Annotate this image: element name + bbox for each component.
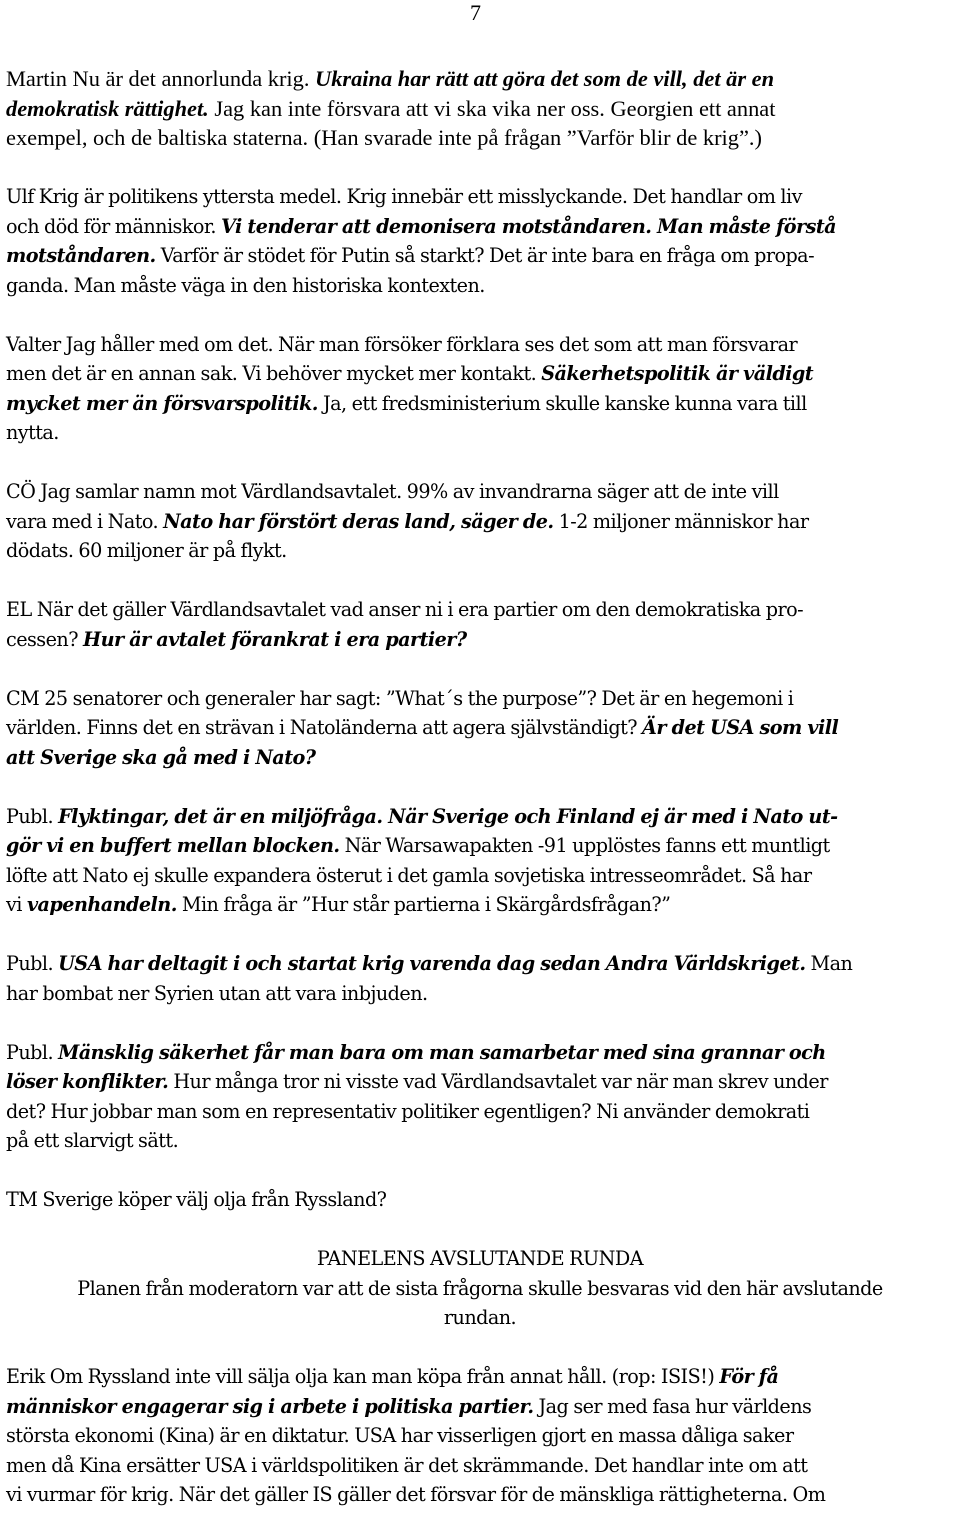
emphasized-text: Vi tenderar att demonisera motståndaren. Man måste förstå [221,214,837,238]
text-line [6,123,954,153]
text-line [6,1126,954,1156]
text-run: Ja, ett fredsministerium skulle kanske kunna vara till [317,391,807,415]
text-run: CÖ Jag samlar namn mot Värdlandsavtalet. 99% av invandrarna säger att de inte vill [6,480,779,503]
emphasized-text: Flyktingar, det är en miljöfråga. När Sverige och Finland ej är med i Nato ut- [58,804,838,828]
text-line [6,861,954,891]
section-heading [6,1244,954,1274]
emphasized-text: Är det USA som vill [642,716,839,739]
text-line [6,359,954,389]
text-line [6,94,954,124]
paragraph-gap [6,448,954,478]
text-line [6,212,954,242]
text-run: på ett slarvigt sätt. [6,1129,179,1152]
text-run: exempel, och de baltiska staterna. (Han svarade inte på frågan ”Varför blir de krig”.) [6,125,762,150]
text-run: Min fråga är ”Hur står partierna i Skärgårdsfrågan?” [176,893,671,916]
text-run: cessen? [6,627,83,651]
text-line [6,713,954,743]
paragraph-gap [6,1008,954,1038]
paragraph-publ3 [6,1038,954,1156]
text-run: Hur många tror ni visste vad Värdlandsavtalet var när man skrev under [168,1070,828,1093]
text-run: Varför är stödet för Putin så starkt? Det är inte bara en fråga om propa- [155,244,814,267]
page-number: 7 [470,0,481,25]
text-run: När Warsawapakten -91 upplöstes fanns ett muntligt [339,834,830,857]
text-run: Jag kan inte försvara att vi ska vika ner oss. Georgien ett annat [208,95,776,121]
paragraph-co [6,477,954,566]
text-run: men det är en annan sak. Vi behöver mycket mer kontakt. [6,362,542,385]
paragraph-publ2 [6,949,954,1008]
paragraph-cm [6,684,954,773]
text-line [6,1451,954,1481]
paragraph-erik [6,1362,954,1510]
text-line [6,330,954,360]
text-run: vara med i Nato. [6,509,164,533]
text-line [6,831,954,861]
text-line [6,1097,954,1127]
text-line [6,1421,954,1451]
text-line [6,1362,954,1392]
text-line [6,1185,954,1215]
emphasized-text: USA har deltagit i och startat krig varenda dag sedan Andra Världskriget. [58,952,806,975]
emphasized-text: Säkerhetspolitik är väldigt [541,362,814,385]
emphasized-text: löser konflikter. [6,1070,169,1093]
text-run: Publ. [6,804,59,828]
text-run: har bombat ner Syrien utan att vara inbjuden. [6,981,428,1005]
text-run: PANELENS AVSLUTANDE RUNDA [316,1247,644,1270]
emphasized-text: mycket mer än försvarspolitik. [6,391,318,415]
text-run: vi [6,893,27,916]
paragraph-martin [6,64,954,153]
text-line [6,389,954,419]
text-run: löfte att Nato ej skulle expandera österut i det gamla sovjetiska intresseområdet. Så har [6,863,812,887]
text-line [6,1067,954,1097]
text-run: Martin Nu är det annorlunda krig. [6,66,316,91]
text-line [6,949,954,979]
text-run: 1-2 miljoner människor har [553,509,809,533]
text-line [6,477,954,507]
text-run: Man [805,952,853,975]
text-line [6,1274,954,1304]
paragraph-ulf [6,182,954,300]
text-line [6,1392,954,1422]
paragraph-gap [6,300,954,330]
paragraph-el [6,595,954,654]
emphasized-text: att Sverige ska gå med i Nato? [6,745,316,769]
paragraph-plan [6,1274,954,1333]
text-line [6,1480,954,1510]
paragraph-gap [6,920,954,950]
text-run: TM Sverige köper välj olja från Ryssland? [6,1188,387,1211]
text-run: Valter Jag håller med om det. När man försöker förklara ses det som att man försvarar [6,332,798,356]
text-line [6,595,954,625]
text-run: Jag ser med fasa hur världens [533,1394,812,1418]
text-line [6,1303,954,1333]
document-page [6,64,954,1510]
emphasized-text: gör vi en buffert mellan blocken. [6,834,340,857]
text-run: CM 25 senatorer och generaler har sagt: ”What´s the purpose”? Det är en hegemoni i [6,686,794,710]
emphasized-text: Hur är avtalet förankrat i era partier? [83,627,467,651]
text-run: största ekonomi (Kina) är en diktatur. USA har visserligen gjort en massa dåliga saker [6,1424,794,1447]
text-line [6,241,954,271]
emphasized-text: människor engagerar sig i arbete i politiska partier. [6,1394,534,1418]
emphasized-text: Nato har förstört deras land, säger de. [163,509,554,533]
text-run: Publ. [6,952,59,975]
emphasized-text: vapenhandeln. [26,893,177,916]
text-run: nytta. [6,421,59,444]
text-run: världen. Finns det en strävan i Natoländerna att agera självständigt? [6,716,643,739]
text-run: rundan. [443,1306,517,1329]
text-run: och död för människor. [6,214,222,238]
text-run: vi vurmar för krig. När det gäller IS gäller det försvar för de mänskliga rättigheterna. Om [6,1483,826,1506]
text-run: EL När det gäller Värdlandsavtalet vad anser ni i era partier om den demokratiska pro- [6,598,804,621]
text-run: ganda. Man måste väga in den historiska kontexten. [6,273,485,297]
emphasized-text: Mänsklig säkerhet får man bara om man samarbetar med sina grannar och [58,1040,826,1064]
text-line [6,64,954,94]
emphasized-text: För få [719,1365,779,1388]
text-run: Planen från moderatorn var att de sista frågorna skulle besvaras vid den här avslutande [77,1276,883,1300]
text-run: Publ. [6,1040,59,1064]
text-run: Erik Om Ryssland inte vill sälja olja kan man köpa från annat håll. (rop: ISIS!) [6,1365,720,1388]
paragraph-publ1 [6,802,954,920]
paragraph-valter [6,330,954,448]
text-line [6,1244,954,1274]
paragraph-gap [6,1156,954,1186]
text-line [6,182,954,212]
text-line [6,979,954,1009]
paragraph-gap [6,654,954,684]
text-line [6,743,954,773]
text-line [6,890,954,920]
text-line [6,1038,954,1068]
text-line [6,271,954,301]
paragraph-gap [6,1333,954,1363]
text-line [6,507,954,537]
text-run: det? Hur jobbar man som en representativ politiker egentligen? Ni använder demokrati [6,1099,810,1123]
text-line [6,802,954,832]
emphasized-text: Ukraina har rätt att göra det som de vill, det är en [315,66,775,91]
paragraph-gap [6,566,954,596]
emphasized-text: motståndaren. [6,244,156,267]
text-run: dödats. 60 miljoner är på flykt. [6,539,287,562]
text-line [6,684,954,714]
text-run: Ulf Krig är politikens yttersta medel. Krig innebär ett misslyckande. Det handlar om liv [6,185,802,208]
emphasized-text: demokratisk rättighet. [6,95,209,121]
paragraph-gap [6,153,954,183]
paragraph-gap [6,772,954,802]
paragraph-tm [6,1185,954,1215]
text-line [6,418,954,448]
text-line [6,625,954,655]
paragraph-gap [6,1215,954,1245]
text-line [6,536,954,566]
text-run: men då Kina ersätter USA i världspolitiken är det skrämmande. Det handlar inte om att [6,1453,808,1477]
